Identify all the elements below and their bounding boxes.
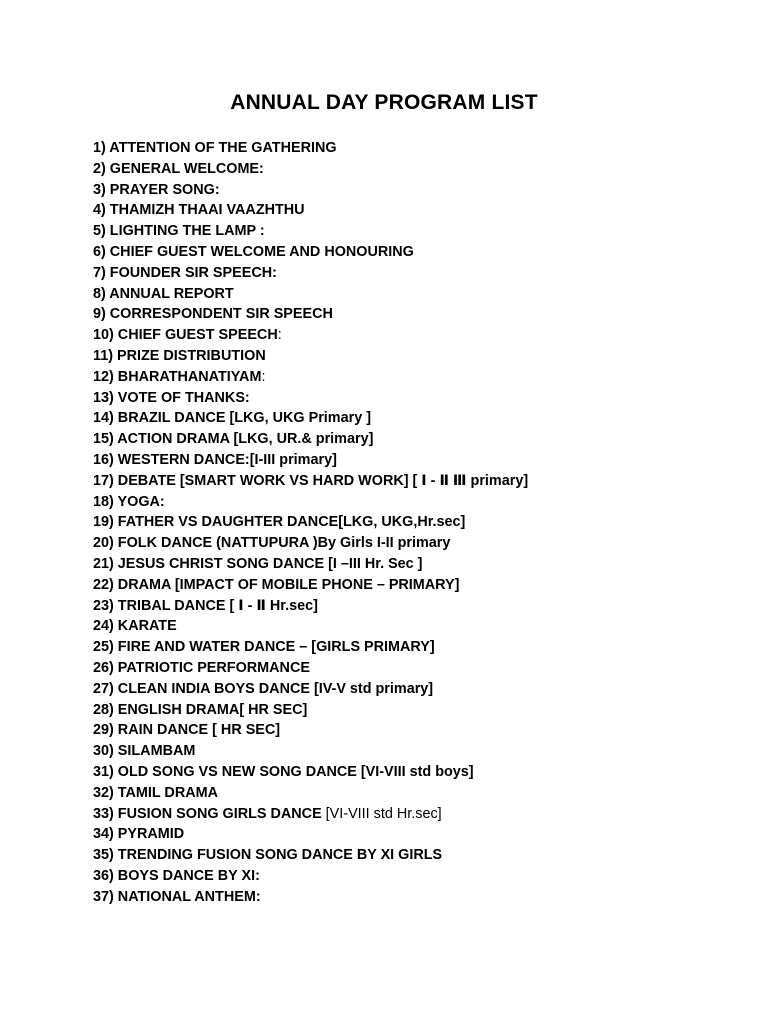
program-item-label: 1) ATTENTION OF THE GATHERING bbox=[93, 140, 337, 156]
program-item bbox=[93, 866, 528, 887]
program-item bbox=[93, 263, 528, 284]
program-item-label: 21) JESUS CHRIST SONG DANCE [I –III Hr. Sec ] bbox=[93, 555, 423, 572]
program-item bbox=[93, 325, 528, 346]
program-item bbox=[93, 596, 528, 617]
program-item-suffix: : bbox=[277, 327, 282, 344]
program-item bbox=[93, 138, 528, 159]
program-item bbox=[93, 367, 528, 388]
program-item bbox=[93, 471, 528, 492]
program-item bbox=[93, 492, 528, 513]
program-item-suffix: [VI-VIII std Hr.sec] bbox=[321, 805, 442, 822]
program-item bbox=[93, 200, 528, 221]
program-item bbox=[93, 845, 528, 866]
program-item bbox=[93, 180, 528, 201]
program-item-label: 26) PATRIOTIC PERFORMANCE bbox=[93, 659, 310, 676]
program-item bbox=[93, 304, 528, 325]
program-item bbox=[93, 159, 528, 180]
program-item-label: 12) BHARATHANATIYAM bbox=[93, 368, 262, 385]
program-item bbox=[93, 221, 528, 242]
program-item-label: 8) ANNUAL REPORT bbox=[93, 285, 234, 302]
program-item-label: 15) ACTION DRAMA [LKG, UR.& primary] bbox=[93, 431, 374, 448]
program-item-label: 23) TRIBAL DANCE [ Ⅰ - Ⅱ Hr.sec] bbox=[93, 597, 318, 614]
program-item bbox=[93, 450, 528, 471]
program-item-label: 5) LIGHTING THE LAMP : bbox=[93, 223, 265, 240]
program-item-label: 25) FIRE AND WATER DANCE – [GIRLS PRIMARY] bbox=[93, 639, 435, 656]
program-list bbox=[93, 138, 528, 907]
page-title: ANNUAL DAY PROGRAM LIST bbox=[230, 91, 538, 114]
program-item-label: 19) FATHER VS DAUGHTER DANCE[LKG, UKG,Hr.sec] bbox=[93, 514, 466, 531]
program-item-label: 34) PYRAMID bbox=[93, 826, 185, 843]
program-item bbox=[93, 284, 528, 305]
program-item-label: 20) FOLK DANCE (NATTUPURA )By Girls I-II primary bbox=[93, 535, 451, 552]
program-item-label: 2) GENERAL WELCOME: bbox=[93, 160, 264, 177]
program-item-label: 29) RAIN DANCE [ HR SEC] bbox=[93, 722, 281, 739]
program-item bbox=[93, 824, 528, 845]
program-item-label: 27) CLEAN INDIA BOYS DANCE [IV-V std primary] bbox=[93, 680, 434, 697]
program-item bbox=[93, 616, 528, 637]
program-item bbox=[93, 887, 528, 908]
program-item bbox=[93, 512, 528, 533]
program-item bbox=[93, 700, 528, 721]
program-item-label: 13) VOTE OF THANKS: bbox=[93, 389, 250, 406]
program-item bbox=[93, 242, 528, 263]
program-item-label: 24) KARATE bbox=[93, 618, 177, 635]
program-item-label: 14) BRAZIL DANCE [LKG, UKG Primary ] bbox=[93, 410, 371, 427]
program-item-label: 36) BOYS DANCE BY XI: bbox=[93, 867, 260, 884]
program-item bbox=[93, 804, 528, 825]
program-item-label: 35) TRENDING FUSION SONG DANCE BY XI GIRLS bbox=[93, 847, 443, 864]
program-item bbox=[93, 388, 528, 409]
program-item-label: 10) CHIEF GUEST SPEECH bbox=[93, 327, 278, 344]
program-item-label: 6) CHIEF GUEST WELCOME AND HONOURING bbox=[93, 243, 414, 260]
program-item bbox=[93, 533, 528, 554]
program-item-label: 4) THAMIZH THAAI VAAZHTHU bbox=[93, 202, 305, 219]
program-item-label: 16) WESTERN DANCE:[I-III primary] bbox=[93, 451, 337, 468]
program-item bbox=[93, 429, 528, 450]
program-item-suffix: : bbox=[261, 368, 266, 385]
program-item bbox=[93, 720, 528, 741]
program-item-label: 37) NATIONAL ANTHEM: bbox=[93, 888, 261, 905]
program-item-label: 9) CORRESPONDENT SIR SPEECH bbox=[93, 306, 333, 323]
program-item-label: 11) PRIZE DISTRIBUTION bbox=[93, 347, 266, 364]
program-item-label: 7) FOUNDER SIR SPEECH: bbox=[93, 264, 277, 281]
program-item-label: 22) DRAMA [IMPACT OF MOBILE PHONE – PRIMARY] bbox=[93, 576, 460, 593]
program-item-label: 18) YOGA: bbox=[93, 493, 165, 510]
program-item-label: 30) SILAMBAM bbox=[93, 743, 196, 760]
program-item-label: 33) FUSION SONG GIRLS DANCE bbox=[93, 805, 322, 822]
program-item-label: 31) OLD SONG VS NEW SONG DANCE [VI-VIII std boys] bbox=[93, 763, 474, 780]
program-item bbox=[93, 679, 528, 700]
program-item bbox=[93, 554, 528, 575]
program-item bbox=[93, 575, 528, 596]
program-item-label: 3) PRAYER SONG: bbox=[93, 181, 220, 198]
program-item bbox=[93, 658, 528, 679]
program-item-label: 17) DEBATE [SMART WORK VS HARD WORK] [ Ⅰ - Ⅱ Ⅲ primary] bbox=[93, 472, 529, 489]
program-item bbox=[93, 346, 528, 367]
program-item bbox=[93, 762, 528, 783]
program-item-label: 28) ENGLISH DRAMA[ HR SEC] bbox=[93, 701, 308, 718]
program-item bbox=[93, 741, 528, 762]
program-item-label: 32) TAMIL DRAMA bbox=[93, 784, 218, 801]
program-item bbox=[93, 783, 528, 804]
program-item bbox=[93, 637, 528, 658]
program-item bbox=[93, 408, 528, 429]
